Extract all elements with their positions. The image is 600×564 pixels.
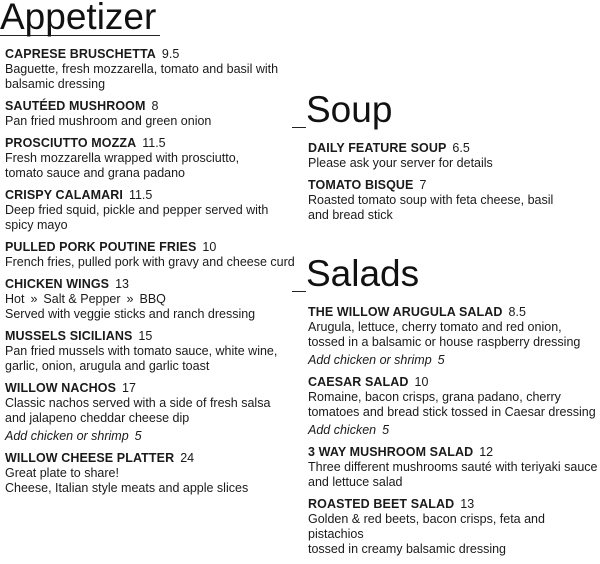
item-price: 6.5 <box>452 141 470 155</box>
item-name: DAILY FEATURE SOUP <box>308 141 447 155</box>
item-name: SAUTÉED MUSHROOM <box>5 99 146 113</box>
item-header <box>5 188 295 203</box>
item-description: Golden & red beets, bacon crisps, feta and pistachios <box>308 512 545 541</box>
menu-item <box>5 451 295 496</box>
item-price: 13 <box>115 277 129 291</box>
item-name: CRISPY CALAMARI <box>5 188 123 202</box>
salads-list <box>308 305 598 564</box>
salads-title <box>292 255 419 292</box>
item-header <box>308 305 598 320</box>
item-description: and jalapeno cheddar cheese dip <box>5 411 190 425</box>
addon-price: 5 <box>437 353 445 367</box>
item-name: CAPRESE BRUSCHETTA <box>5 47 156 61</box>
addon-price: 5 <box>382 423 390 437</box>
item-description: Deep fried squid, pickle and pepper served with <box>5 203 269 217</box>
menu-item <box>5 47 295 92</box>
item-header <box>5 381 295 396</box>
item-addon <box>5 429 295 444</box>
item-name: WILLOW CHEESE PLATTER <box>5 451 175 465</box>
item-header <box>5 451 295 466</box>
addon-text: Add chicken <box>308 423 377 437</box>
menu-item <box>5 188 295 233</box>
item-description: Great plate to share! <box>5 466 119 480</box>
item-description: tossed in creamy balsamic dressing <box>308 542 506 556</box>
item-name: ROASTED BEET SALAD <box>308 497 455 511</box>
item-description: Fresh mozzarella wrapped with prosciutto, <box>5 151 240 165</box>
item-header <box>5 277 295 292</box>
item-price: 11.5 <box>128 188 153 202</box>
menu-item <box>5 329 295 374</box>
item-description: French fries, pulled pork with gravy and cheese curd <box>5 255 295 269</box>
item-price: 17 <box>122 381 136 395</box>
item-header <box>308 141 598 156</box>
soup-list <box>308 141 598 230</box>
item-name: WILLOW NACHOS <box>5 381 117 395</box>
item-addon <box>308 353 598 368</box>
item-description: Classic nachos served with a side of fresh salsa <box>5 396 271 410</box>
menu-item <box>308 141 598 171</box>
item-description: Pan fried mushroom and green onion <box>5 114 212 128</box>
item-description: Romaine, bacon crisps, grana padano, cherry <box>308 390 561 404</box>
appetizer-title-text: Appetizer <box>0 0 160 36</box>
item-price: 24 <box>180 451 195 465</box>
item-header <box>5 136 295 151</box>
item-header <box>5 329 295 344</box>
item-name: CHICKEN WINGS <box>5 277 110 291</box>
item-name: CAESAR SALAD <box>308 375 409 389</box>
addon-text: Add chicken or shrimp <box>5 429 129 443</box>
menu-item <box>5 240 295 270</box>
item-price: 10 <box>202 240 217 254</box>
item-description: balsamic dressing <box>5 77 106 91</box>
soup-title <box>292 91 392 128</box>
item-price: 8.5 <box>508 305 526 319</box>
item-name: 3 WAY MUSHROOM SALAD <box>308 445 474 459</box>
item-description: Roasted tomato soup with feta cheese, basil <box>308 193 554 207</box>
menu-item <box>5 99 295 129</box>
menu-item <box>308 178 598 223</box>
item-price: 9.5 <box>161 47 180 61</box>
item-description: Baguette, fresh mozzarella, tomato and basil with <box>5 62 279 76</box>
item-options <box>5 292 295 307</box>
item-description: and bread stick <box>308 208 393 222</box>
item-price: 12 <box>479 445 494 459</box>
item-price: 8 <box>151 99 159 113</box>
item-description: Arugula, lettuce, cherry tomato and red onion, <box>308 320 562 334</box>
item-description: Pan fried mussels with tomato sauce, white wine, <box>5 344 278 358</box>
option-separator: » <box>126 292 134 306</box>
item-option: BBQ <box>139 292 166 306</box>
item-description: and lettuce salad <box>308 475 403 489</box>
addon-price: 5 <box>134 429 142 443</box>
item-header <box>5 47 295 62</box>
item-name: PROSCIUTTO MOZZA <box>5 136 137 150</box>
salads-title-text: Salads <box>306 253 420 294</box>
soup-title-text: Soup <box>306 89 393 130</box>
item-name: THE WILLOW ARUGULA SALAD <box>308 305 503 319</box>
item-addon <box>308 423 598 438</box>
item-header <box>308 445 598 460</box>
item-description: spicy mayo <box>5 218 68 232</box>
appetizer-list <box>5 47 295 503</box>
menu-item <box>308 375 598 438</box>
item-description: garlic, onion, arugula and garlic toast <box>5 359 210 373</box>
item-description: tomatoes and bread stick tossed in Caesar dressing <box>308 405 596 419</box>
item-description: tomato sauce and grana padano <box>5 166 185 180</box>
appetizer-title <box>0 0 160 36</box>
item-option: Salt & Pepper <box>43 292 121 306</box>
menu-item <box>308 305 598 368</box>
menu-item <box>5 136 295 181</box>
item-name: MUSSELS SICILIANS <box>5 329 133 343</box>
menu-item <box>5 277 295 322</box>
item-header <box>308 178 598 193</box>
item-header <box>308 375 598 390</box>
item-name: PULLED PORK POUTINE FRIES <box>5 240 197 254</box>
menu-item <box>308 497 598 557</box>
item-description: Three different mushrooms sauté with teriyaki sauce <box>308 460 598 474</box>
menu-item <box>308 445 598 490</box>
item-price: 15 <box>138 329 153 343</box>
item-description: Cheese, Italian style meats and apple slices <box>5 481 249 495</box>
item-price: 11.5 <box>142 136 166 150</box>
item-description: tossed in a balsamic or house raspberry dressing <box>308 335 581 349</box>
item-name: TOMATO BISQUE <box>308 178 414 192</box>
item-header <box>308 497 598 512</box>
item-price: 7 <box>419 178 427 192</box>
item-header <box>5 240 295 255</box>
item-option: Hot <box>5 292 25 306</box>
addon-text: Add chicken or shrimp <box>308 353 432 367</box>
menu-item <box>5 381 295 444</box>
option-separator: » <box>30 292 38 306</box>
item-description: Please ask your server for details <box>308 156 493 170</box>
item-price: 13 <box>460 497 475 511</box>
item-header <box>5 99 295 114</box>
item-price: 10 <box>414 375 429 389</box>
item-description: Served with veggie sticks and ranch dressing <box>5 307 256 321</box>
